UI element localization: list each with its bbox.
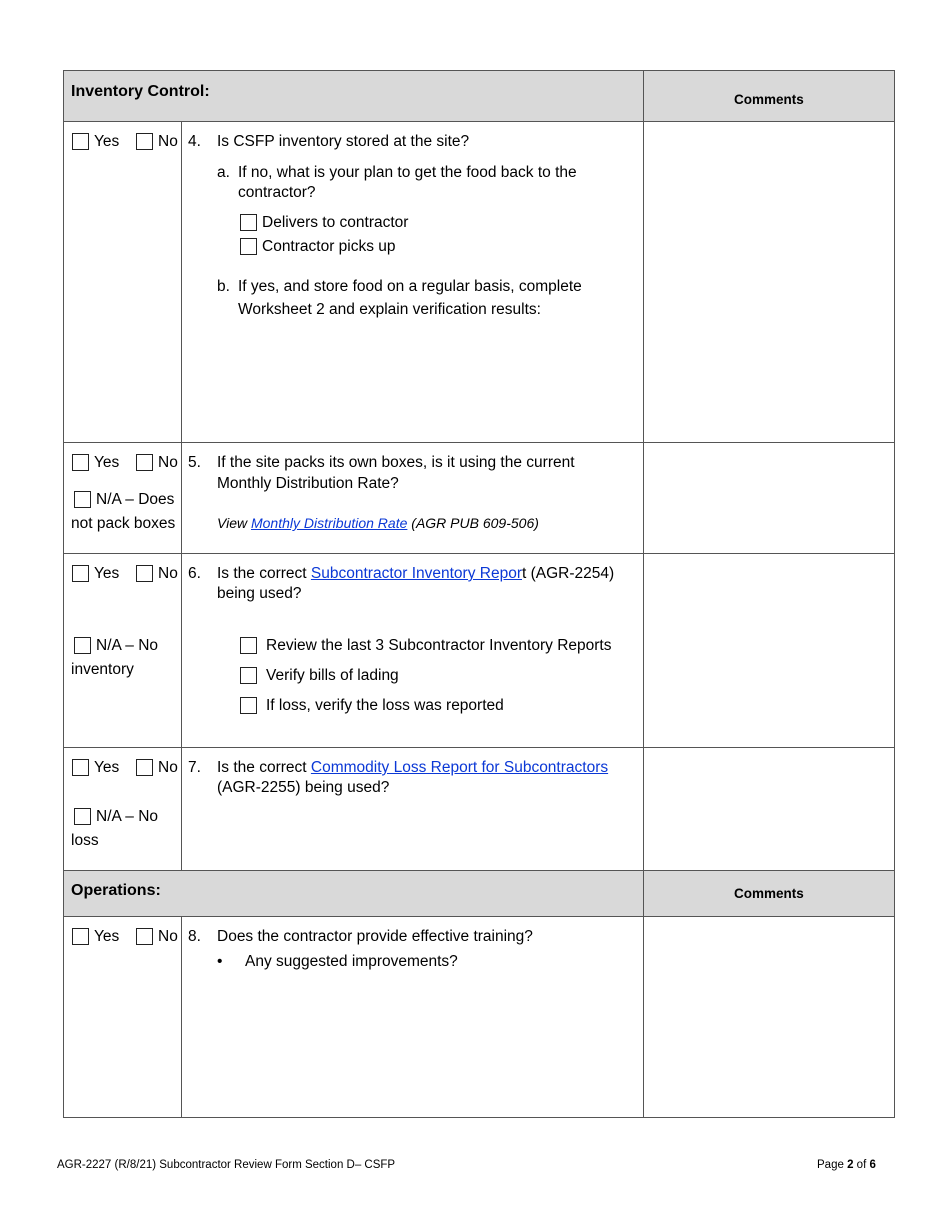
inventory-header <box>63 70 644 122</box>
q8-no-label: No <box>158 928 178 945</box>
q4a-text-line2: contractor? <box>238 184 316 201</box>
q5-view-text: View <box>217 515 248 531</box>
q5-yes-label: Yes <box>94 454 120 471</box>
q4-number: 4. <box>188 133 201 150</box>
q4-no-label: No <box>158 133 178 150</box>
operations-comments-header <box>643 870 895 917</box>
q8-yes-label: Yes <box>94 928 120 945</box>
page-total: 6 <box>869 1159 876 1171</box>
monthly-distribution-rate-link[interactable]: Monthly Distribution Rate <box>250 515 408 531</box>
q4b-label: b. <box>217 278 230 295</box>
inventory-comments-header <box>643 70 895 122</box>
commodity-loss-report-link[interactable]: Commodity Loss Report for Subcontractors <box>310 759 609 776</box>
inventory-title: Inventory Control: <box>71 83 210 100</box>
q8-yes-checkbox[interactable] <box>72 928 89 945</box>
q6-verify-bills-label: Verify bills of lading <box>266 667 399 684</box>
page-indicator <box>817 1159 876 1171</box>
operations-header <box>63 870 644 917</box>
q5-question-line1: If the site packs its own boxes, is it using the current <box>217 454 575 471</box>
q7-na-label-line1: N/A – No <box>96 808 159 825</box>
q6-verify-loss-label: If loss, verify the loss was reported <box>266 697 504 714</box>
q5-na-checkbox[interactable] <box>74 491 91 508</box>
q4-question: Is CSFP inventory stored at the site? <box>217 133 470 150</box>
q6-na-label-line1: N/A – No <box>96 637 159 654</box>
q5-yes-checkbox[interactable] <box>72 454 89 471</box>
q6-na-label-line2: inventory <box>71 661 134 678</box>
q5-no-checkbox[interactable] <box>136 454 153 471</box>
q6-no-checkbox[interactable] <box>136 565 153 582</box>
q8-comments-cell[interactable] <box>643 916 895 1118</box>
q7-comments-cell[interactable] <box>643 747 895 871</box>
page-label: Page <box>817 1159 844 1171</box>
q4b-text-line2: Worksheet 2 and explain verification results: <box>238 301 541 318</box>
q6-yes-checkbox[interactable] <box>72 565 89 582</box>
q6-question-line1 <box>217 563 614 584</box>
q7-number: 7. <box>188 759 201 776</box>
q4b-text-line1: If yes, and store food on a regular basis, complete <box>238 278 582 295</box>
q8-number: 8. <box>188 928 201 945</box>
q7-question-pre: Is the correct <box>217 759 307 776</box>
q6-review-reports-checkbox[interactable] <box>240 637 257 654</box>
q5-question-line2: Monthly Distribution Rate? <box>217 475 399 492</box>
page-of-label: of <box>856 1159 867 1171</box>
q4-comments-cell[interactable] <box>643 121 895 443</box>
q5-no-label: No <box>158 454 178 471</box>
q4-picks-up-checkbox[interactable] <box>240 238 257 255</box>
q4a-text-line1: If no, what is your plan to get the food back to the <box>238 164 577 181</box>
q5-na-label-line1: N/A – Does <box>96 491 175 508</box>
q7-no-label: No <box>158 759 178 776</box>
q6-question-post: t (AGR-2254) <box>522 565 615 582</box>
subcontractor-inventory-report-link[interactable]: Subcontractor Inventory Repor <box>310 565 522 582</box>
q8-no-checkbox[interactable] <box>136 928 153 945</box>
operations-comments-label: Comments <box>734 886 804 901</box>
q5-number: 5. <box>188 454 201 471</box>
q6-question-line2: being used? <box>217 585 302 602</box>
q4-delivers-label: Delivers to contractor <box>262 214 409 231</box>
q5-pub-text: (AGR PUB 609-506) <box>411 515 539 531</box>
q8-bullet-text: Any suggested improvements? <box>245 953 458 970</box>
q6-verify-bills-checkbox[interactable] <box>240 667 257 684</box>
q6-yes-label: Yes <box>94 565 120 582</box>
q7-yes-label: Yes <box>94 759 120 776</box>
q4-no-checkbox[interactable] <box>136 133 153 150</box>
q6-na-checkbox[interactable] <box>74 637 91 654</box>
q7-no-checkbox[interactable] <box>136 759 153 776</box>
q7-na-checkbox[interactable] <box>74 808 91 825</box>
q5-comments-cell[interactable] <box>643 442 895 554</box>
q5-view-line <box>217 513 539 534</box>
q4-picks-up-label: Contractor picks up <box>262 238 396 255</box>
q7-na-label-line2: loss <box>71 832 99 849</box>
q5-na-label-line2: not pack boxes <box>71 515 176 532</box>
q6-comments-cell[interactable] <box>643 553 895 748</box>
operations-title: Operations: <box>71 882 161 899</box>
inventory-comments-label: Comments <box>734 92 804 107</box>
q4a-label: a. <box>217 164 230 181</box>
q6-no-label: No <box>158 565 178 582</box>
q8-question: Does the contractor provide effective training? <box>217 928 533 945</box>
q6-review-reports-label: Review the last 3 Subcontractor Inventory Reports <box>266 637 612 654</box>
q4-yes-checkbox[interactable] <box>72 133 89 150</box>
form-id: AGR-2227 (R/8/21) Subcontractor Review Form Section D– CSFP <box>57 1159 396 1171</box>
q6-verify-loss-checkbox[interactable] <box>240 697 257 714</box>
q6-number: 6. <box>188 565 201 582</box>
q8-bullet-icon: • <box>217 953 223 970</box>
q7-question-line2: (AGR-2255) being used? <box>217 779 390 796</box>
q7-yes-checkbox[interactable] <box>72 759 89 776</box>
q4-delivers-checkbox[interactable] <box>240 214 257 231</box>
q7-question-line1 <box>217 757 608 778</box>
q4-answer-cell <box>63 121 182 443</box>
q4-yes-label: Yes <box>94 133 120 150</box>
page-number: 2 <box>847 1159 854 1171</box>
q6-question-pre: Is the correct <box>217 565 307 582</box>
